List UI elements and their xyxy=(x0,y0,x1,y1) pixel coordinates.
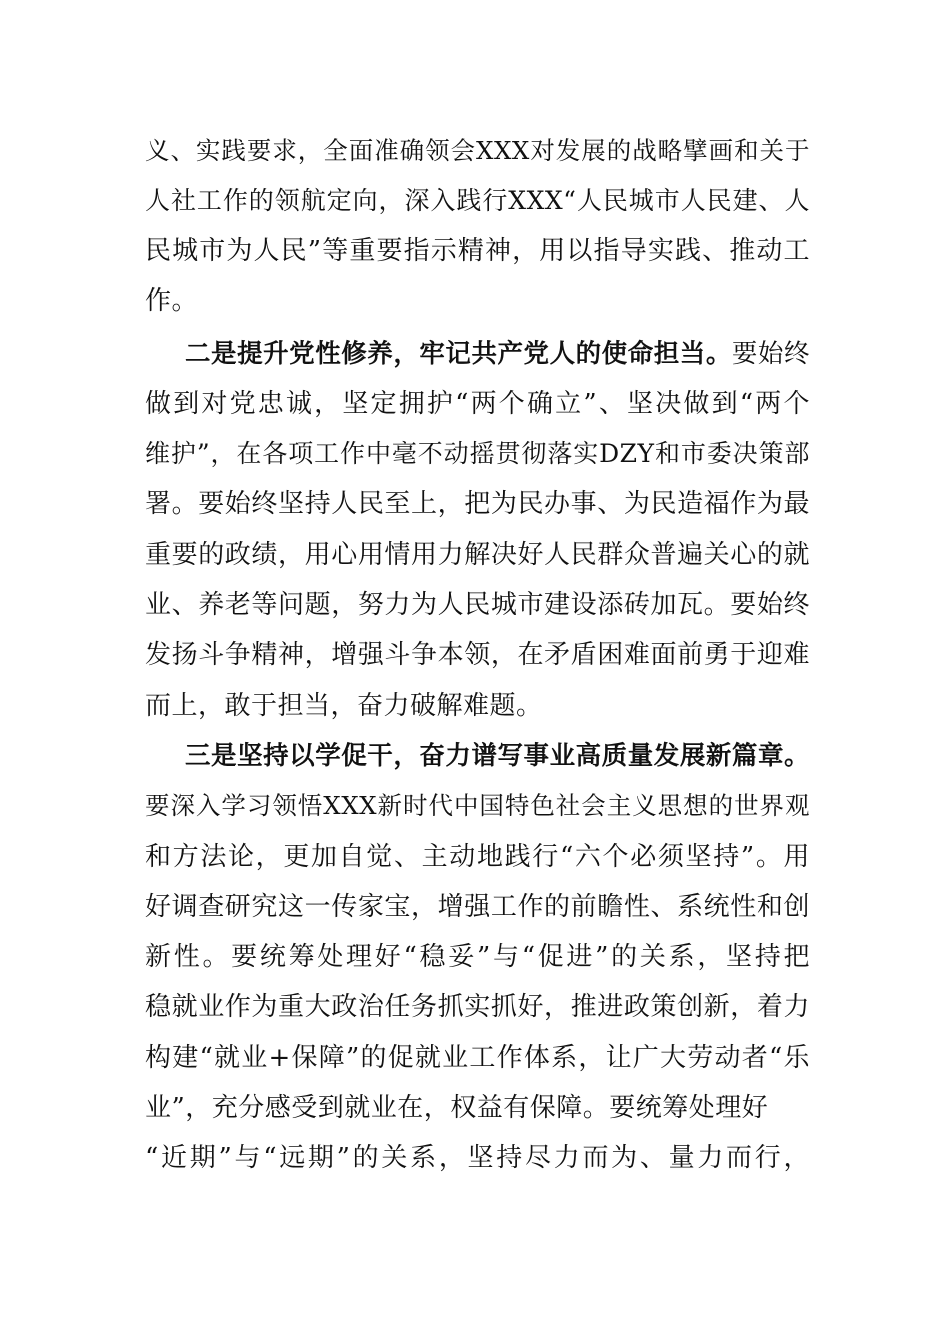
paragraph-line xyxy=(145,585,810,625)
section-heading: 三是坚持以学促干，奋力谱写事业高质量发展新篇章。 xyxy=(185,741,810,771)
line-text: 业、养老等问题，努力为人民城市建设添砖加瓦。要始终 xyxy=(145,590,810,620)
line-text: 业”，充分感受到就业在，权益有保障。要统筹处理好 xyxy=(145,1093,769,1123)
section-heading-line xyxy=(185,334,810,374)
line-text: 人社工作的领航定向，深入践行XXX“人民城市人民建、人 xyxy=(145,186,810,215)
paragraph-line xyxy=(145,1138,810,1178)
paragraph-line xyxy=(145,484,810,524)
paragraph-line xyxy=(145,434,810,474)
line-text: 民城市为人民”等重要指示精神，用以指导实践、推动工 xyxy=(145,236,810,266)
section-heading-line xyxy=(185,736,810,776)
section-heading: 二是提升党性修养，牢记共产党人的使命担当。 xyxy=(185,339,732,369)
line-text: 维护”，在各项工作中毫不动摇贯彻落实DZY和市委决策部 xyxy=(145,439,810,468)
line-text: 新性。要统筹处理好“稳妥”与“促进”的关系，坚持把 xyxy=(145,942,810,972)
paragraph-line xyxy=(145,231,810,271)
paragraph-line xyxy=(145,686,810,726)
paragraph-line xyxy=(145,384,810,424)
line-text: 要始终 xyxy=(731,339,810,369)
paragraph-line xyxy=(145,987,810,1027)
paragraph-line xyxy=(145,887,810,927)
line-text: 好调查研究这一传家宝，增强工作的前瞻性、系统性和创 xyxy=(145,892,810,922)
paragraph-line xyxy=(145,1038,810,1078)
paragraph-line xyxy=(145,1088,810,1128)
line-text: 要深入学习领悟XXX新时代中国特色社会主义思想的世界观 xyxy=(145,791,810,820)
paragraph-line xyxy=(145,281,810,321)
line-text: 而上，敢于担当，奋力破解难题。 xyxy=(145,691,543,721)
line-text: 做到对党忠诚，坚定拥护“两个确立”、坚决做到“两个 xyxy=(145,389,810,419)
line-text: 作。 xyxy=(145,286,199,316)
line-text: 署。要始终坚持人民至上，把为民办事、为民造福作为最 xyxy=(145,489,810,519)
line-text: 义、实践要求，全面准确领会XXX对发展的战略擘画和关于 xyxy=(145,136,810,165)
paragraph-line xyxy=(145,535,810,575)
paragraph-line xyxy=(145,181,810,221)
line-text: 稳就业作为重大政治任务抓实抓好，推进政策创新，着力 xyxy=(145,992,810,1022)
line-text: 构建“就业+保障”的促就业工作体系，让广大劳动者“乐 xyxy=(145,1043,810,1073)
paragraph-line xyxy=(145,937,810,977)
line-text: 发扬斗争精神，增强斗争本领，在矛盾困难面前勇于迎难 xyxy=(145,640,810,670)
line-text: 和方法论，更加自觉、主动地践行“六个必须坚持”。用 xyxy=(145,842,810,872)
line-text: “近期”与“远期”的关系，坚持尽力而为、量力而行， xyxy=(145,1143,810,1173)
line-text: 重要的政绩，用心用情用力解决好人民群众普遍关心的就 xyxy=(145,540,810,570)
paragraph-line xyxy=(145,786,810,826)
paragraph-line xyxy=(145,131,810,171)
paragraph-line xyxy=(145,635,810,675)
paragraph-line xyxy=(145,837,810,877)
